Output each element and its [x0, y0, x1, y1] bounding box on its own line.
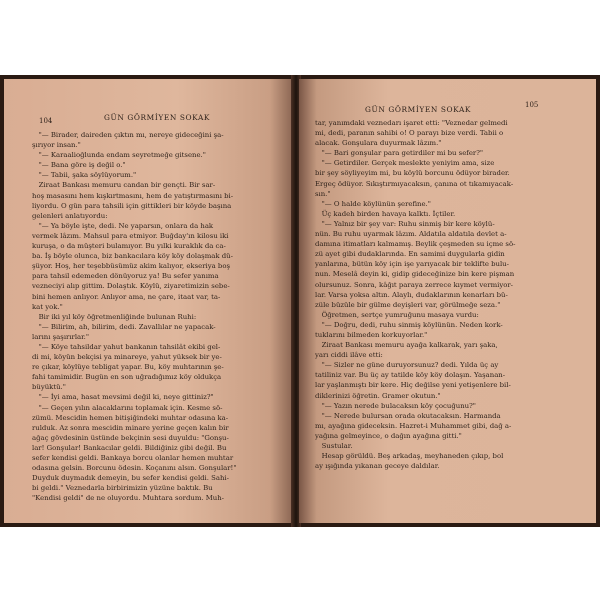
text-line: "— Bilirim, ah, bilirim, dedi. Zavallılar ne yapacak-: [32, 322, 216, 331]
text-line: "— Ya böyle işte, dedi. Ne yaparsın, onlara da hak: [32, 221, 214, 230]
text-line: sefer kendisi geldi. Bankaya borcu olanlar hemen muhtar: [32, 454, 234, 462]
text-line: züle büzüle bir gülme deyişleri var, görülmeğe seza.": [315, 300, 501, 309]
text-line: yanlarına, bütün köy için işe yarıyacak bir teklifte bulu-: [315, 260, 509, 269]
text-line: şırıyor insan.": [32, 141, 81, 150]
text-line: "— Köye tahsildar yahut bankanın tahsilât ekibi gel-: [32, 342, 221, 351]
text-line: yağına gelmeyince, o dağın ayağına gitti.": [315, 431, 462, 440]
text-line: tuklarını bilmeden korkuyorlar.": [315, 330, 428, 339]
text-line: diklerinizi öğretin. Gramer okutun.": [315, 391, 441, 400]
text-line: mı, ayağına gideceksin. Hazret-i Muhammet gibi, dağ a-: [315, 421, 512, 430]
text-line: ba. İş böyle olunca, biz bankacılara köy köy dolaşmak dü-: [32, 252, 233, 261]
text-line: hoş masasını hem kışkırtmasını, hem de yatıştırmasını bi-: [32, 191, 234, 200]
text-line: alacak. Gonşulara duyurmak lâzım.": [315, 139, 442, 148]
text-line: ağaç gövdesinin üstünde bekçinin sesi duyuldu: "Gonşu-: [32, 433, 229, 442]
text-line: nün. Bu ruhu uyarmak lâzım. Aldatıla aldatıla devlet a-: [315, 230, 507, 239]
text-line: damına itimatları kalmamış. Beylik çeşmeden su içme sö-: [315, 240, 516, 249]
text-line: odasına gelsin. Borcunu ödesin. Koçanını alsın. Gonşular!": [32, 464, 237, 473]
text-line: para tahsil edemeden dönüyoruz ya! Bu sefer yanıma: [32, 272, 219, 281]
right-page: [299, 79, 596, 523]
running-header: GÜN GÖRMİYEN SOKAK: [104, 113, 211, 122]
page-body: [32, 130, 237, 503]
book-spread: [0, 75, 600, 527]
text-line: büyüktü.": [32, 383, 66, 392]
text-line: Ziraat Bankası memuru candan bir gençti. Bir sar-: [32, 181, 216, 190]
text-line: Hesap görüldü. Beş arkadaş, meyhaneden çıkıp, bol: [315, 452, 504, 461]
text-line: fahi tamimidir. Bugün en son uğradığımız köy oldukça: [32, 373, 222, 382]
text-line: nun. Meselâ deyin ki, gidip gideceğinize bin kere pişman: [315, 270, 515, 279]
text-line: "— İyi ama, hasat mevsimi değil ki, neye gittiniz?": [32, 393, 214, 402]
text-line: yarı ciddi ilâve etti:: [315, 351, 383, 360]
text-line: gelenleri anlatıyordu:: [32, 211, 108, 220]
text-line: tatiliniz var. Bu üç ay tatilde köy köy dolaşın. Yaşanan-: [315, 371, 506, 380]
text-line: bi geldi." Veznedarla birbirimizin yüzüne baktık. Bu: [32, 484, 213, 493]
text-line: Bir iki yıl köy öğretmenliğinde bulunan Ruhi:: [32, 312, 197, 321]
text-line: Üç kadeh birden havaya kalktı. İçtiler.: [315, 209, 456, 218]
page-number: 104: [39, 117, 53, 125]
running-header: GÜN GÖRMİYEN SOKAK: [365, 105, 472, 114]
text-line: kat yok.": [32, 302, 63, 311]
text-line: Sustular.: [315, 442, 353, 450]
text-line: tar, yanımdaki veznedarı işaret etti: "Veznedar gelmedi: [315, 119, 508, 127]
text-line: "— Sizler ne güne duruyorsunuz? dedi. Yılda üç ay: [315, 361, 499, 370]
text-line: di mi, köyün bekçisi ya minareye, yahut yüksek bir ye-: [32, 353, 222, 362]
text-line: "— Bana göre iş değil o.": [32, 161, 126, 170]
page-body: [315, 118, 515, 471]
text-line: vezneciyi alıp gittim. Dolaştık. Köylü, ziyaretimizin sebe-: [32, 282, 230, 291]
text-line: lar. Varsa yoksa altın. Alaylı, dudaklarının kenarları bü-: [315, 290, 508, 299]
text-line: Öğretmen, sertçe yumruğunu masaya vurdu:: [315, 310, 479, 319]
text-line: ay ışığında yıkanan geceye daldılar.: [315, 462, 440, 471]
text-line: zümü. Mescidin hemen bitişiğindeki muhtar odasına ka-: [32, 413, 229, 422]
text-line: "— Yazın nerede bulacaksın köy çocuğunu?": [315, 401, 476, 410]
text-line: Duyduk duymadık demeyin, bu sefer kendisi geldi. Sahi-: [32, 474, 229, 483]
text-line: liyordu. O gün para tahsili için gittikleri bir köyde başına: [32, 201, 232, 210]
text-line: "— O halde köylünün şerefine.": [315, 199, 431, 208]
text-line: sın.": [315, 189, 331, 198]
text-line: "— Bari gonşular para getirdiler mi bu sefer?": [315, 149, 484, 158]
text-line: larını şaşırırlar.": [32, 332, 90, 341]
left-page: [4, 79, 293, 523]
text-line: Ergeç ödüyor. Sıkıştırmıyacaksın, çanına ot tıkamıyacak-: [315, 179, 514, 188]
text-line: mi, dedi, paranın sahibi o! O parayı bize verdi. Tabii o: [315, 129, 504, 138]
page-number: 105: [525, 101, 539, 109]
text-line: "— Yalnız bir şey var: Ruhu sinmiş bir kere köylü-: [315, 219, 495, 228]
text-line: olursunuz. Sonra, kâğıt paraya zerrece kıymet vermiyor-: [315, 280, 514, 289]
text-line: kuruşa, o da müşteri bulamıyor. Bu yılki kuraklık da ca-: [32, 242, 226, 251]
text-line: "— Nerede bulursan orada okutacaksın. Harmanda: [315, 411, 501, 420]
text-line: lar yaşlanmıştı bir kere. Hiç değilse yeni yetişenlere bil-: [315, 381, 511, 390]
text-line: Ziraat Bankası memuru ayağa kalkarak, yarı şaka,: [315, 341, 498, 350]
text-line: re çıkar, köylüye tebligat yapar. Bu, köy muhtarının şe-: [32, 363, 224, 372]
text-line: "— Tabii, şaka söylüyorum.": [32, 171, 137, 180]
text-line: "— Getirdiler. Gerçek meslekte yeniyim ama, size: [315, 159, 495, 168]
text-line: "— Doğru, dedi, ruhu sinmiş köylünün. Neden kork-: [315, 320, 503, 329]
text-line: rulduk. Az sonra mescidin minare yerine geçen kalın bir: [32, 423, 229, 432]
text-line: "— Birader, daireden çıktın mı, nereye gideceğini şa-: [32, 131, 224, 139]
text-line: lar! Gonşular! Bankacılar geldi. Bildiğiniz gibi değil. Bu: [32, 443, 227, 452]
text-line: şüyor. Hoş, her teşebbüsümüz akim kalıyor, ekseriya boş: [32, 262, 231, 271]
text-line: vermek lâzım. Mahsul para etmiyor. Buğday'ın kilosu iki: [32, 231, 229, 240]
text-line: bir şey söyliyeyim mi, bu köylü borcunu ödüyor birader.: [315, 169, 510, 178]
text-line: "Kendisi geldi" de ne oluyordu. Muhtara sordum. Muh-: [32, 494, 225, 503]
text-line: "— Geçen yılın alacaklarını toplamak için. Kesme sö-: [32, 403, 223, 412]
text-line: bini hemen anlıyor. Anlıyor ama, ne çare, itaat var, ta-: [32, 292, 221, 301]
text-line: "— Karaalioğlunda endam seyretmeğe gitsene.": [32, 151, 206, 160]
text-line: zü ayet gibi dudaklarında. En samimi duygularla gidin: [315, 250, 505, 259]
